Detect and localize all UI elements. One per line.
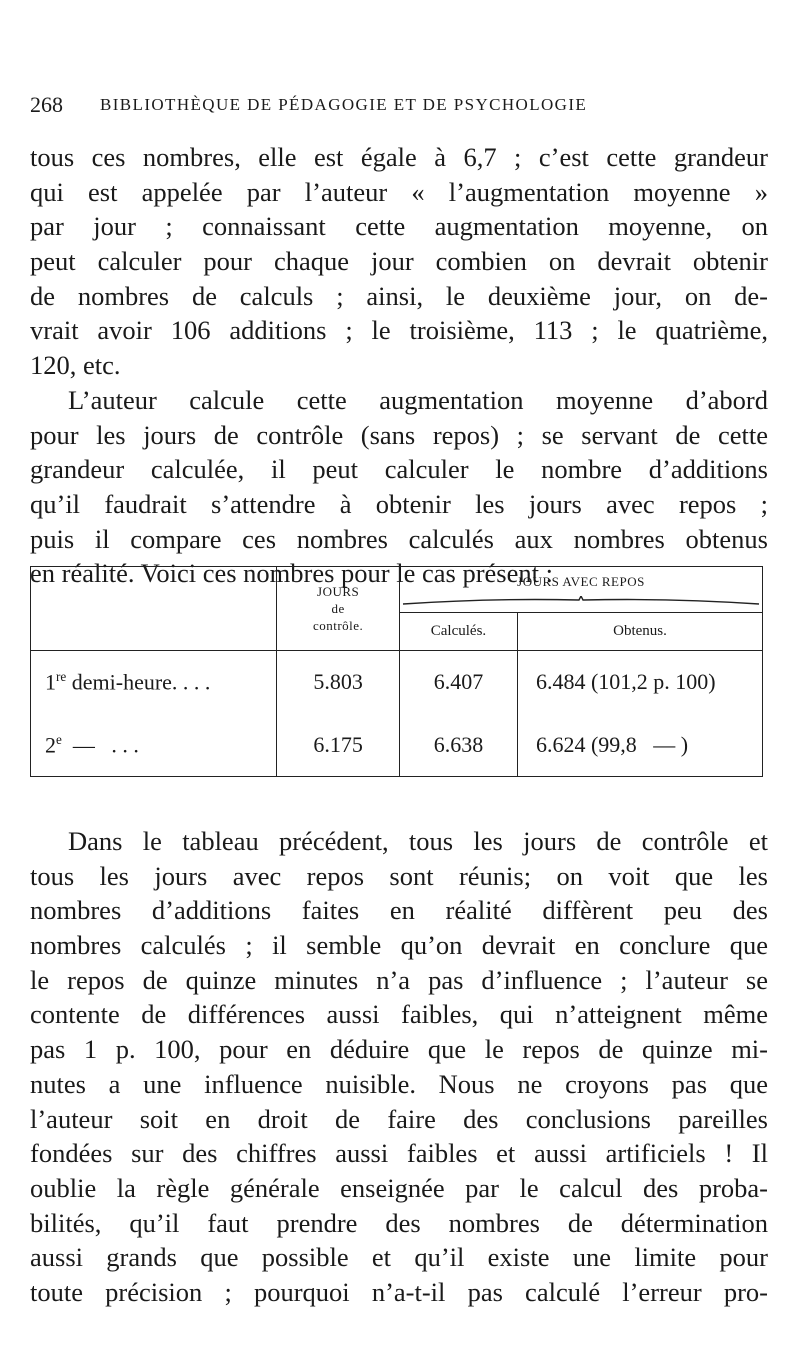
header-control-days	[277, 567, 400, 651]
text-line: Dans le tableau précédent, tous les jours de contrôle et	[68, 826, 768, 856]
data-table	[30, 566, 763, 777]
row-label	[31, 651, 277, 714]
text-line: grandeur calculée, il peut calculer le nombre d’additions	[30, 454, 768, 485]
header-control-line3: contrôle.	[312, 618, 364, 633]
table-row	[31, 714, 763, 777]
row-label-text: — . . .	[61, 731, 139, 757]
text-line: nutes a une influence nuisible. Nous ne croyons pas que	[30, 1068, 768, 1099]
cell-control: 5.803	[277, 651, 400, 714]
cell-control: 6.175	[277, 714, 400, 777]
text-line: le repos de quinze minutes n’a pas d’influence ; l’auteur se	[30, 964, 768, 995]
header-control-line2: de	[331, 601, 345, 616]
row-label-text: demi-heure. . . .	[66, 669, 211, 695]
page-header	[30, 92, 770, 122]
text-line: vrait avoir 106 additions ; le troisième, 113 ; le quatrième,	[30, 315, 768, 346]
table-row	[31, 651, 763, 714]
cell-calculated: 6.407	[399, 651, 517, 714]
text-line: qu’il faudrait s’attendre à obtenir les jours avec repos ;	[30, 489, 768, 520]
row-label-sup: e	[56, 731, 62, 747]
text-line: puis il compare ces nombres calculés aux nombres obtenus	[30, 523, 768, 554]
text-line: aussi grands que possible et qu’il existe une limite pour	[30, 1242, 768, 1273]
cell-calculated: 6.638	[399, 714, 517, 777]
row-label-sup: re	[56, 669, 67, 685]
running-head: BIBLIOTHÈQUE DE PÉDAGOGIE ET DE PSYCHOLOGIE	[100, 95, 588, 114]
header-control-line1: JOURS	[317, 584, 360, 599]
header-calculated: Calculés.	[399, 613, 517, 651]
cell-obtained: 6.624 (99,8 — )	[517, 714, 762, 777]
text-line: bilités, qu’il faut prendre des nombres de détermination	[30, 1207, 768, 1238]
paragraph-2	[30, 383, 768, 591]
text-line: qui est appelée par l’auteur « l’augmentation moyenne »	[30, 176, 768, 207]
text-line: toute précision ; pourquoi n’a-t-il pas calculé l’erreur pro-	[30, 1276, 768, 1307]
brace-decoration	[401, 596, 761, 606]
row-label-num: 2	[45, 731, 56, 757]
paragraph-1	[30, 140, 768, 383]
text-line: L’auteur calcule cette augmentation moyenne d’abord	[68, 385, 768, 415]
paragraph-3	[30, 824, 768, 1310]
text-line: de nombres de calculs ; ainsi, le deuxième jour, on de-	[30, 280, 768, 311]
text-line: 120, etc.	[30, 350, 121, 381]
table-corner-cell	[31, 567, 277, 651]
text-line: contente de différences aussi faibles, qui n’atteignent même	[30, 999, 768, 1030]
text-line: nombres d’additions faites en réalité diffèrent peu des	[30, 895, 768, 926]
text-line: nombres calculés ; il semble qu’on devrait en conclure que	[30, 930, 768, 961]
text-line: oublie la règle générale enseignée par le calcul des proba-	[30, 1172, 768, 1203]
text-line: fondées sur des chiffres aussi faibles et aussi artificiels ! Il	[30, 1138, 768, 1169]
page-number: 268	[30, 92, 63, 117]
text-line: tous les jours avec repos sont réunis; on voit que les	[30, 860, 768, 891]
header-rest-days-label: JOURS AVEC REPOS	[517, 574, 645, 589]
header-rest-days	[399, 567, 762, 613]
text-line: tous ces nombres, elle est égale à 6,7 ; c’est cette grandeur	[30, 142, 768, 172]
row-label-num: 1	[45, 669, 56, 695]
text-line: pour les jours de contrôle (sans repos) ; se servant de cette	[30, 419, 768, 450]
text-line: l’auteur soit en droit de faire des conclusions pareilles	[30, 1103, 768, 1134]
text-line: pas 1 p. 100, pour en déduire que le repos de quinze mi-	[30, 1034, 768, 1065]
text-line: peut calculer pour chaque jour combien on devrait obtenir	[30, 246, 768, 277]
row-label	[31, 714, 277, 777]
header-obtained: Obtenus.	[517, 613, 762, 651]
cell-obtained: 6.484 (101,2 p. 100)	[517, 651, 762, 714]
text-line: par jour ; connaissant cette augmentation moyenne, on	[30, 211, 768, 242]
text-line: en réalité. Voici ces nombres pour le cas présent :	[30, 558, 553, 589]
data-table-wrapper	[30, 566, 763, 776]
